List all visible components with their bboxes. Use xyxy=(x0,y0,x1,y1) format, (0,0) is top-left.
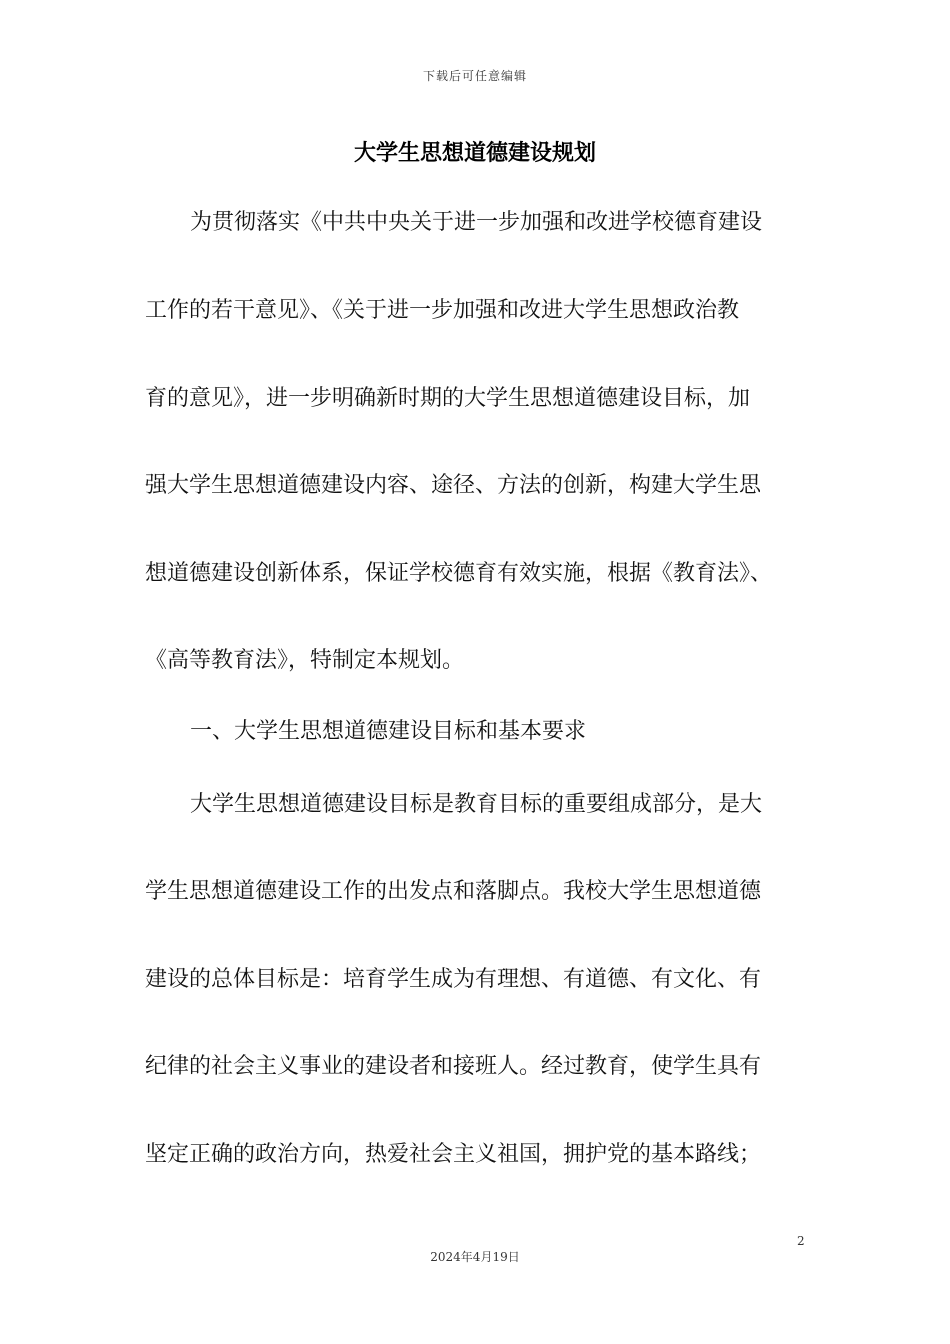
paragraph-line: 育的意见》，进一步明确新时期的大学生思想道德建设目标，加 xyxy=(145,386,751,411)
paragraph-line: 大学生思想道德建设目标是教育目标的重要组成部分，是大 xyxy=(190,792,763,817)
header-note: 下载后可任意编辑 xyxy=(422,69,527,83)
page-number: 2 xyxy=(797,1234,805,1248)
footer-date: 2024年4月19日 xyxy=(430,1250,520,1264)
section-heading: 一、大学生思想道德建设目标和基本要求 xyxy=(190,719,587,744)
paragraph-line: 坚定正确的政治方向，热爱社会主义祖国，拥护党的基本路线； xyxy=(145,1142,762,1167)
paragraph-line: 纪律的社会主义事业的建设者和接班人。经过教育，使学生具有 xyxy=(145,1054,762,1079)
paragraph-line: 《高等教育法》，特制定本规划。 xyxy=(145,648,465,673)
paragraph-line: 想道德建设创新体系，保证学校德育有效实施，根据《教育法》、 xyxy=(145,561,773,586)
paragraph-line: 建设的总体目标是：培育学生成为有理想、有道德、有文化、有 xyxy=(145,967,762,992)
paragraph-line: 工作的若干意见》、《关于进一步加强和改进大学生思想政治教 xyxy=(145,298,740,323)
document-title: 大学生思想道德建设规划 xyxy=(353,141,596,166)
paragraph-line: 学生思想道德建设工作的出发点和落脚点。我校大学生思想道德 xyxy=(145,879,762,904)
paragraph-line: 为贯彻落实《中共中央关于进一步加强和改进学校德育建设 xyxy=(190,210,763,235)
paragraph-line: 强大学生思想道德建设内容、途径、方法的创新，构建大学生思 xyxy=(145,473,762,498)
